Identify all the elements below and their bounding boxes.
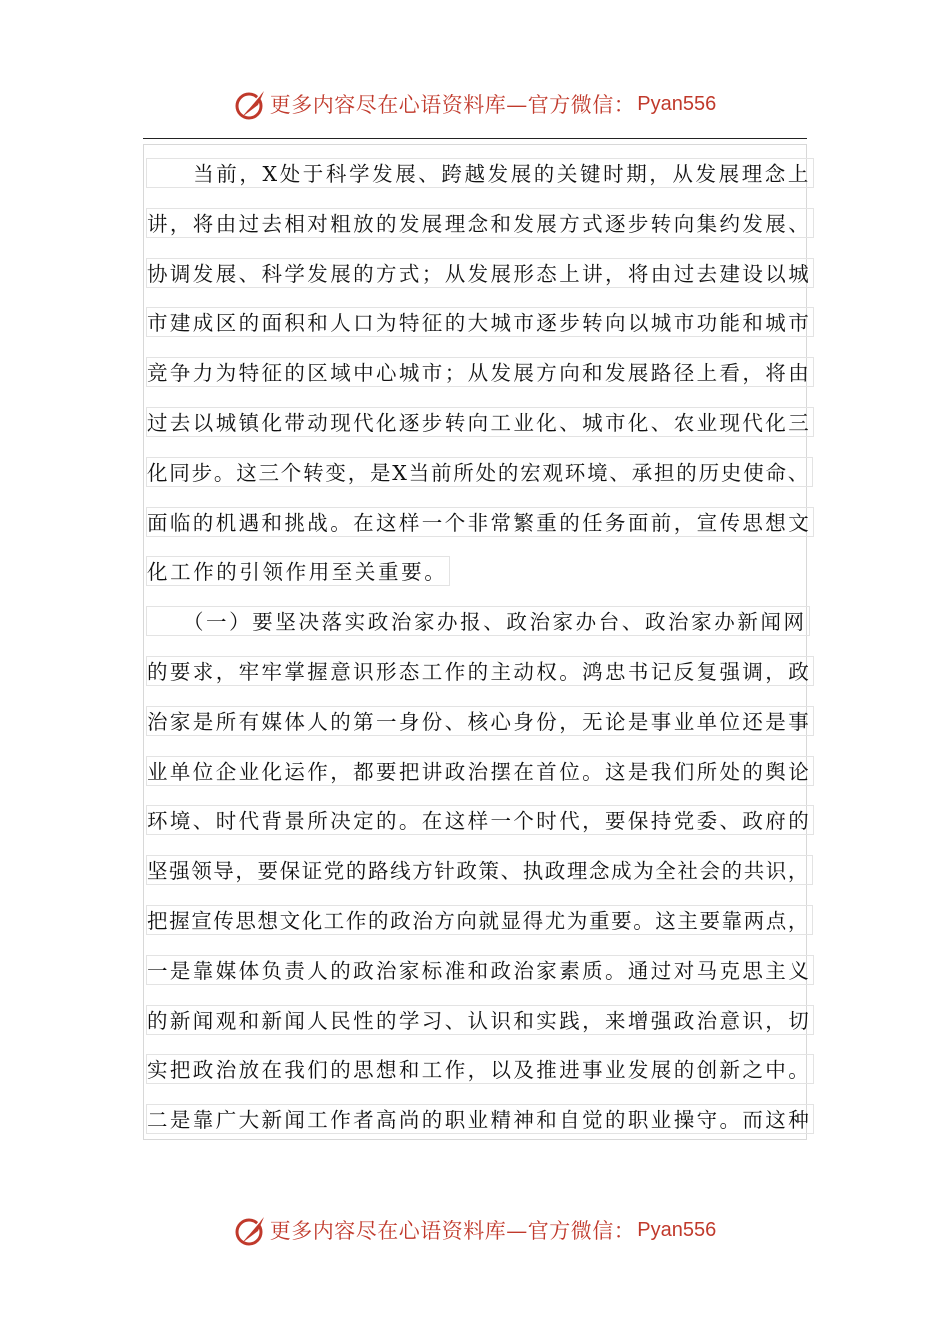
text-line: （一）要坚决落实政治家办报、政治家办台、政治家办新闻网: [146, 598, 806, 648]
header-wechat-id: Pyan556: [637, 92, 717, 115]
text-line: 化同步。这三个转变，是X当前所处的宏观环境、承担的历史使命、: [146, 449, 806, 499]
text-line: 治家是所有媒体人的第一身份、核心身份，无论是事业单位还是事: [146, 698, 806, 748]
quill-pen-logo-icon: [234, 1213, 268, 1247]
text-line: 的要求，牢牢掌握意识形态工作的主动权。鸿忠书记反复强调，政: [146, 648, 806, 698]
text-line: 竞争力为特征的区域中心城市；从发展方向和发展路径上看，将由: [146, 349, 806, 399]
text-line: 化工作的引领作用至关重要。: [146, 548, 806, 598]
text-line: 的新闻观和新闻人民性的学习、认识和实践，来增强政治意识，切: [146, 997, 806, 1047]
text-line: 业单位企业化运作，都要把讲政治摆在首位。这是我们所处的舆论: [146, 748, 806, 798]
text-line: 面临的机遇和挑战。在这样一个非常繁重的任务面前，宣传思想文: [146, 499, 806, 549]
text-line: 把握宣传思想文化工作的政治方向就显得尤为重要。这主要靠两点，: [146, 897, 806, 947]
document-body: [146, 150, 812, 1146]
footer-wechat-id: Pyan556: [637, 1218, 717, 1241]
text-line: 坚强领导，要保证党的路线方针政策、执政理念成为全社会的共识，: [146, 847, 806, 897]
header-banner-text: 更多内容尽在心语资料库—官方微信：: [269, 93, 636, 117]
header-rule: [143, 138, 807, 139]
text-line: 环境、时代背景所决定的。在这样一个时代，要保持党委、政府的: [146, 797, 806, 847]
footer-banner: [0, 1210, 950, 1250]
text-line: 实把政治放在我们的思想和工作，以及推进事业发展的创新之中。: [146, 1046, 806, 1096]
text-line: 协调发展、科学发展的方式；从发展形态上讲，将由过去建设以城: [146, 250, 806, 300]
header-banner: [0, 84, 950, 124]
text-line: 二是靠广大新闻工作者高尚的职业精神和自觉的职业操守。而这种: [146, 1096, 806, 1146]
text-line: 当前，X处于科学发展、跨越发展的关键时期，从发展理念上: [146, 150, 806, 200]
text-line: 市建成区的面积和人口为特征的大城市逐步转向以城市功能和城市: [146, 299, 806, 349]
text-line: 一是靠媒体负责人的政治家标准和政治家素质。通过对马克思主义: [146, 947, 806, 997]
quill-pen-logo-icon: [234, 87, 268, 121]
text-line: 讲，将由过去相对粗放的发展理念和发展方式逐步转向集约发展、: [146, 200, 806, 250]
text-line: 过去以城镇化带动现代化逐步转向工业化、城市化、农业现代化三: [146, 399, 806, 449]
footer-banner-text: 更多内容尽在心语资料库—官方微信：: [269, 1219, 636, 1243]
